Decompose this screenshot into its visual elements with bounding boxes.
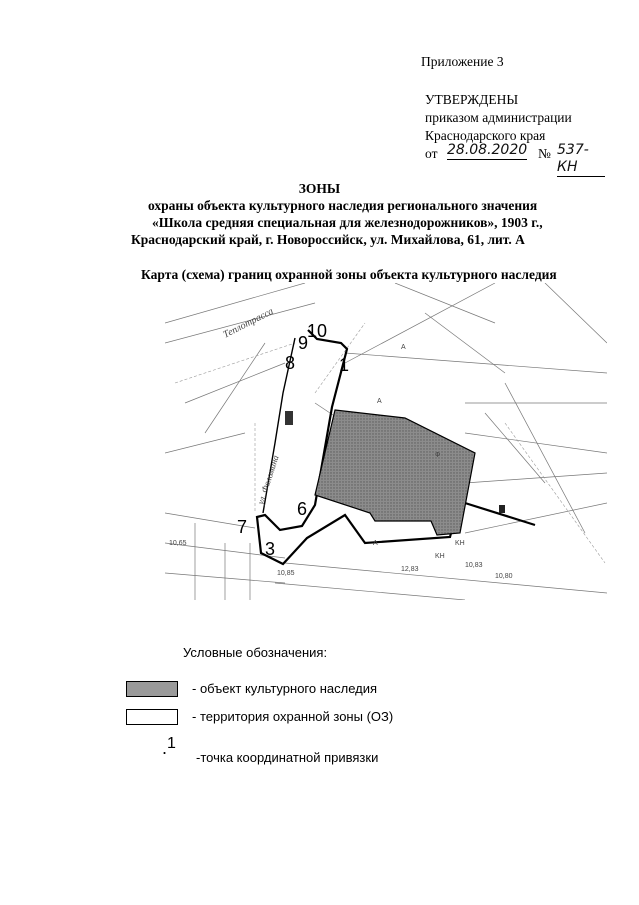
point-10: 10: [307, 321, 328, 341]
heading-line-3: Краснодарский край, г. Новороссийск, ул. Михайлова, 61, лит. А: [131, 232, 525, 247]
legend-zone-label: - территория охранной зоны (ОЗ): [192, 709, 394, 724]
map-note: 10,65: [169, 540, 187, 547]
heading-title: ЗОНЫ: [298, 181, 341, 196]
map-title: Карта (схема) границ охранной зоны объекта культурного наследия: [141, 267, 557, 282]
point-9: 9: [298, 333, 309, 353]
handwritten-number: 537-КН: [557, 142, 605, 177]
small-structure: [285, 411, 293, 425]
legend-point-marker: .1: [162, 735, 176, 758]
point-6: 6: [297, 499, 308, 519]
legend-heritage-swatch: [126, 681, 178, 697]
legend-heritage-label: - объект культурного наследия: [192, 681, 378, 696]
boundary-map: [165, 283, 607, 600]
approval-title: УТВЕРЖДЕНЫ: [425, 92, 519, 107]
date-prefix: от: [425, 146, 438, 161]
point-7: 7: [237, 517, 248, 537]
approval-date-line: [425, 142, 590, 175]
heading-line-2: «Школа средняя специальная для железнодорожников», 1903 г.,: [152, 215, 543, 230]
legend-title: Условные обозначения:: [183, 645, 328, 660]
heading-line-1: охраны объекта культурного наследия регионального значения: [148, 198, 538, 213]
approval-line-1: приказом администрации: [425, 110, 572, 125]
map-note: А: [373, 540, 378, 547]
legend-point-label: -точка координатной привязки: [196, 750, 379, 765]
legend-point-number: 1: [167, 735, 176, 752]
street-label-folomina: ул. Фоломина: [255, 453, 281, 506]
map-note: Ф: [435, 452, 441, 459]
map-note: 10,80: [495, 573, 513, 580]
street-label-teplotrassa: Теплотрасса: [221, 305, 276, 341]
point-8: 8: [285, 353, 296, 373]
map-note: 10,85: [277, 570, 295, 577]
appendix-label: Приложение 3: [421, 54, 504, 69]
legend-zone-swatch: [126, 709, 178, 725]
approval-line-2: Краснодарского края: [425, 128, 546, 143]
map-note: А: [401, 344, 406, 351]
map-note: KH: [435, 553, 445, 560]
map-note: KH: [455, 540, 465, 547]
point-1: 1: [339, 355, 350, 375]
heritage-object-shape: [315, 410, 475, 535]
number-prefix: №: [538, 146, 551, 161]
point-3: 3: [265, 539, 276, 559]
tree-mark: [499, 505, 505, 513]
map-note: А: [377, 398, 382, 405]
handwritten-date: 28.08.2020: [447, 142, 528, 158]
map-note: 12,83: [401, 566, 419, 573]
map-note: 10,83: [465, 562, 483, 569]
